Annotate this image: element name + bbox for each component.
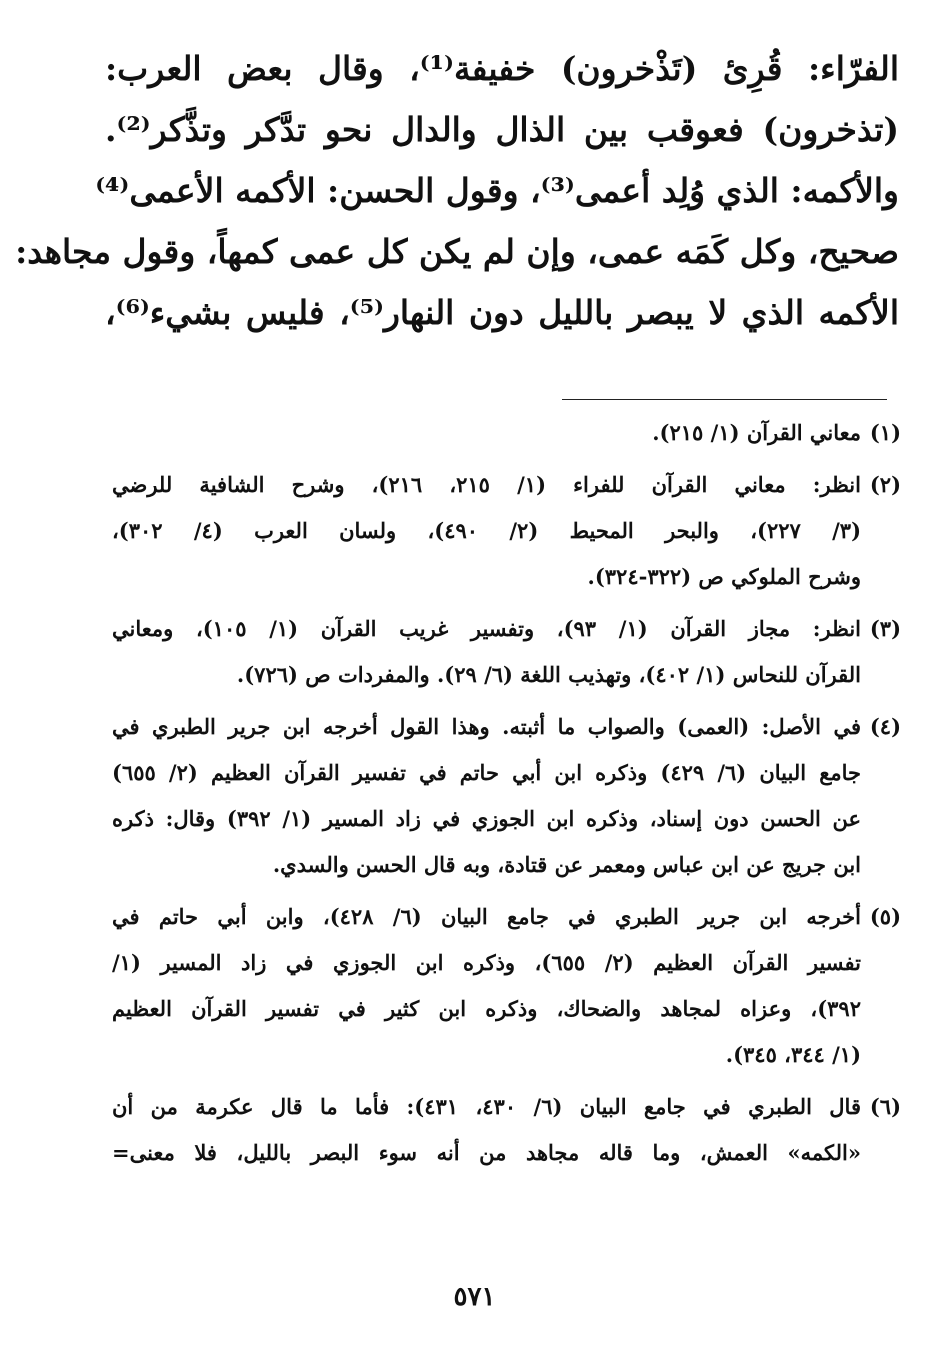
footnote-number: (١) xyxy=(869,420,901,445)
footnotes xyxy=(112,410,901,1182)
footnote-5 xyxy=(112,894,901,1078)
footnote-number: (٦) xyxy=(869,1094,901,1119)
footnote-6 xyxy=(112,1084,901,1176)
footnote-line: انظر: معاني القرآن للفراء (١/ ٢١٥، ٢١٦)، وشرح الشافية للرضي xyxy=(112,472,861,497)
footnote-4 xyxy=(112,704,901,888)
main-text-line: صحيح، وكل كَمَه عمى، وإن لم يكن كل عمى كمهاً، وقول مجاهد: xyxy=(15,232,899,271)
main-text xyxy=(15,38,899,343)
page-number: ٥٧١ xyxy=(453,1282,496,1312)
main-text-line: الأكمه الذي لا يبصر بالليل دون النهار⁽⁵⁾، فليس بشيء⁽⁶⁾، xyxy=(105,293,899,332)
footnote-number: (٢) xyxy=(869,472,901,497)
footnote-line: قال الطبري في جامع البيان (٦/ ٤٣٠، ٤٣١): فأما ما قال عكرمة من أن xyxy=(112,1094,861,1119)
footnote-number: (٥) xyxy=(869,904,901,929)
footnote-line: انظر: مجاز القرآن (١/ ٩٣)، وتفسير غريب القرآن (١/ ١٠٥)، ومعاني xyxy=(112,616,861,641)
footnote-line: (١/ ٣٤٤، ٣٤٥). xyxy=(725,1042,861,1067)
main-text-line: والأكمه: الذي وُلِد أعمى⁽³⁾، وقول الحسن: الأكمه الأعمى⁽⁴⁾ xyxy=(95,171,899,210)
footnote-3 xyxy=(112,606,901,698)
footnote-line: «الكمه» العمش، وما قاله مجاهد من أنه سوء البصر بالليل، فلا معنى= xyxy=(112,1140,861,1165)
main-text-line: الفرّاء: قُرِئ (تَذْخرون) خفيفة⁽¹⁾، وقال بعض العرب: xyxy=(105,49,899,88)
footnote-line: عن الحسن دون إسناد، وذكره ابن الجوزي في زاد المسير (١/ ٣٩٢) وقال: ذكره xyxy=(112,806,862,831)
footnote-number: (٤) xyxy=(869,714,901,739)
footnote-2 xyxy=(112,462,901,600)
footnote-line: القرآن للنحاس (١/ ٤٠٢)، وتهذيب اللغة (٦/ ٢٩). والمفردات ص (٧٢٦). xyxy=(236,662,861,687)
footnote-line: تفسير القرآن العظيم (٢/ ٦٥٥)، وذكره ابن الجوزي في زاد المسير (١/ xyxy=(112,950,862,975)
footnote-line: وشرح الملوكي ص (٣٢٢-٣٢٤). xyxy=(587,564,861,589)
footnote-line: ابن جريج عن ابن عباس ومعمر عن قتادة، وبه قال الحسن والسدي. xyxy=(272,852,861,877)
footnote-line: ٣٩٢)، وعزاه لمجاهد والضحاك، وذكره ابن كثير في تفسير القرآن العظيم xyxy=(112,996,861,1021)
footnote-line: (٣/ ٢٢٧)، والبحر المحيط (٢/ ٤٩٠)، ولسان العرب (٤/ ٣٠٢)، xyxy=(112,518,862,543)
footnote-separator xyxy=(562,399,887,400)
footnote-line: أخرجه ابن جرير الطبري في جامع البيان (٦/ ٤٢٨)، وابن أبي حاتم في xyxy=(112,904,861,929)
footnote-1 xyxy=(112,410,901,456)
footnote-line: في الأصل: (العمى) والصواب ما أثبته. وهذا القول أخرجه ابن جرير الطبري في xyxy=(112,714,861,739)
footnote-line: معاني القرآن (١/ ٢١٥). xyxy=(652,420,861,445)
footnote-line: جامع البيان (٦/ ٤٢٩) وذكره ابن أبي حاتم في تفسير القرآن العظيم (٢/ ٦٥٥) xyxy=(112,760,862,785)
footnote-number: (٣) xyxy=(869,616,901,641)
main-text-line: (تذخرون) فعوقب بين الذال والدال نحو تدَّكر وتذَّكر⁽²⁾. xyxy=(105,110,899,149)
